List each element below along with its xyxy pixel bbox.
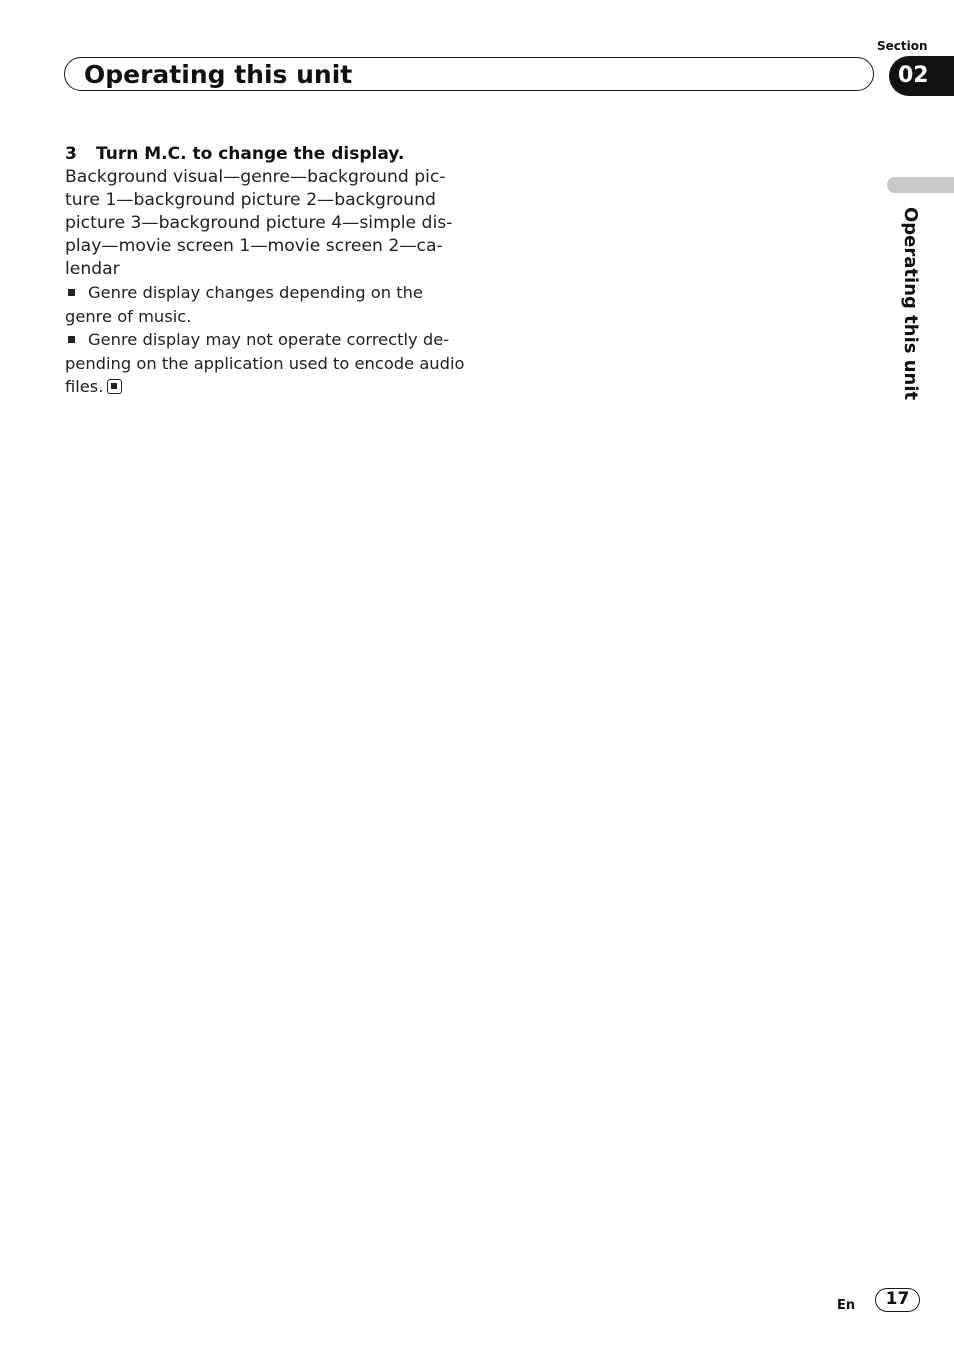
- step-text: Turn M.C. to change the display.: [96, 144, 405, 164]
- step-heading: [65, 143, 455, 166]
- section-number: 02: [898, 63, 929, 88]
- section-label: Section: [877, 39, 928, 53]
- note-item: [65, 281, 455, 328]
- square-bullet-icon: [68, 336, 75, 343]
- note-line: files.: [65, 377, 104, 396]
- note-line: Genre display changes depending on the: [88, 283, 423, 302]
- paragraph-line: picture 3—background picture 4—simple dis-: [65, 213, 453, 233]
- end-of-section-icon: [107, 379, 122, 394]
- page-title: Operating this unit: [84, 60, 353, 89]
- paragraph-line: Background visual—genre—background pic-: [65, 167, 446, 187]
- side-tab-marker: [887, 177, 954, 193]
- note-line: genre of music.: [65, 306, 192, 326]
- note-line: Genre display may not operate correctly de-: [88, 330, 450, 349]
- main-content: [65, 143, 465, 399]
- page-number: 17: [875, 1288, 920, 1312]
- note-item: [65, 328, 465, 399]
- paragraph-line: ture 1—background picture 2—background: [65, 190, 436, 210]
- square-bullet-icon: [68, 289, 75, 296]
- paragraph-line: play—movie screen 1—movie screen 2—ca-: [65, 236, 443, 256]
- language-label: En: [837, 1298, 856, 1313]
- side-tab-label: Operating this unit: [900, 207, 921, 401]
- note-line: pending on the application used to encode audio: [65, 353, 465, 373]
- paragraph-line: lendar: [65, 259, 120, 279]
- step-number: 3: [65, 144, 77, 164]
- display-sequence-paragraph: [65, 166, 455, 281]
